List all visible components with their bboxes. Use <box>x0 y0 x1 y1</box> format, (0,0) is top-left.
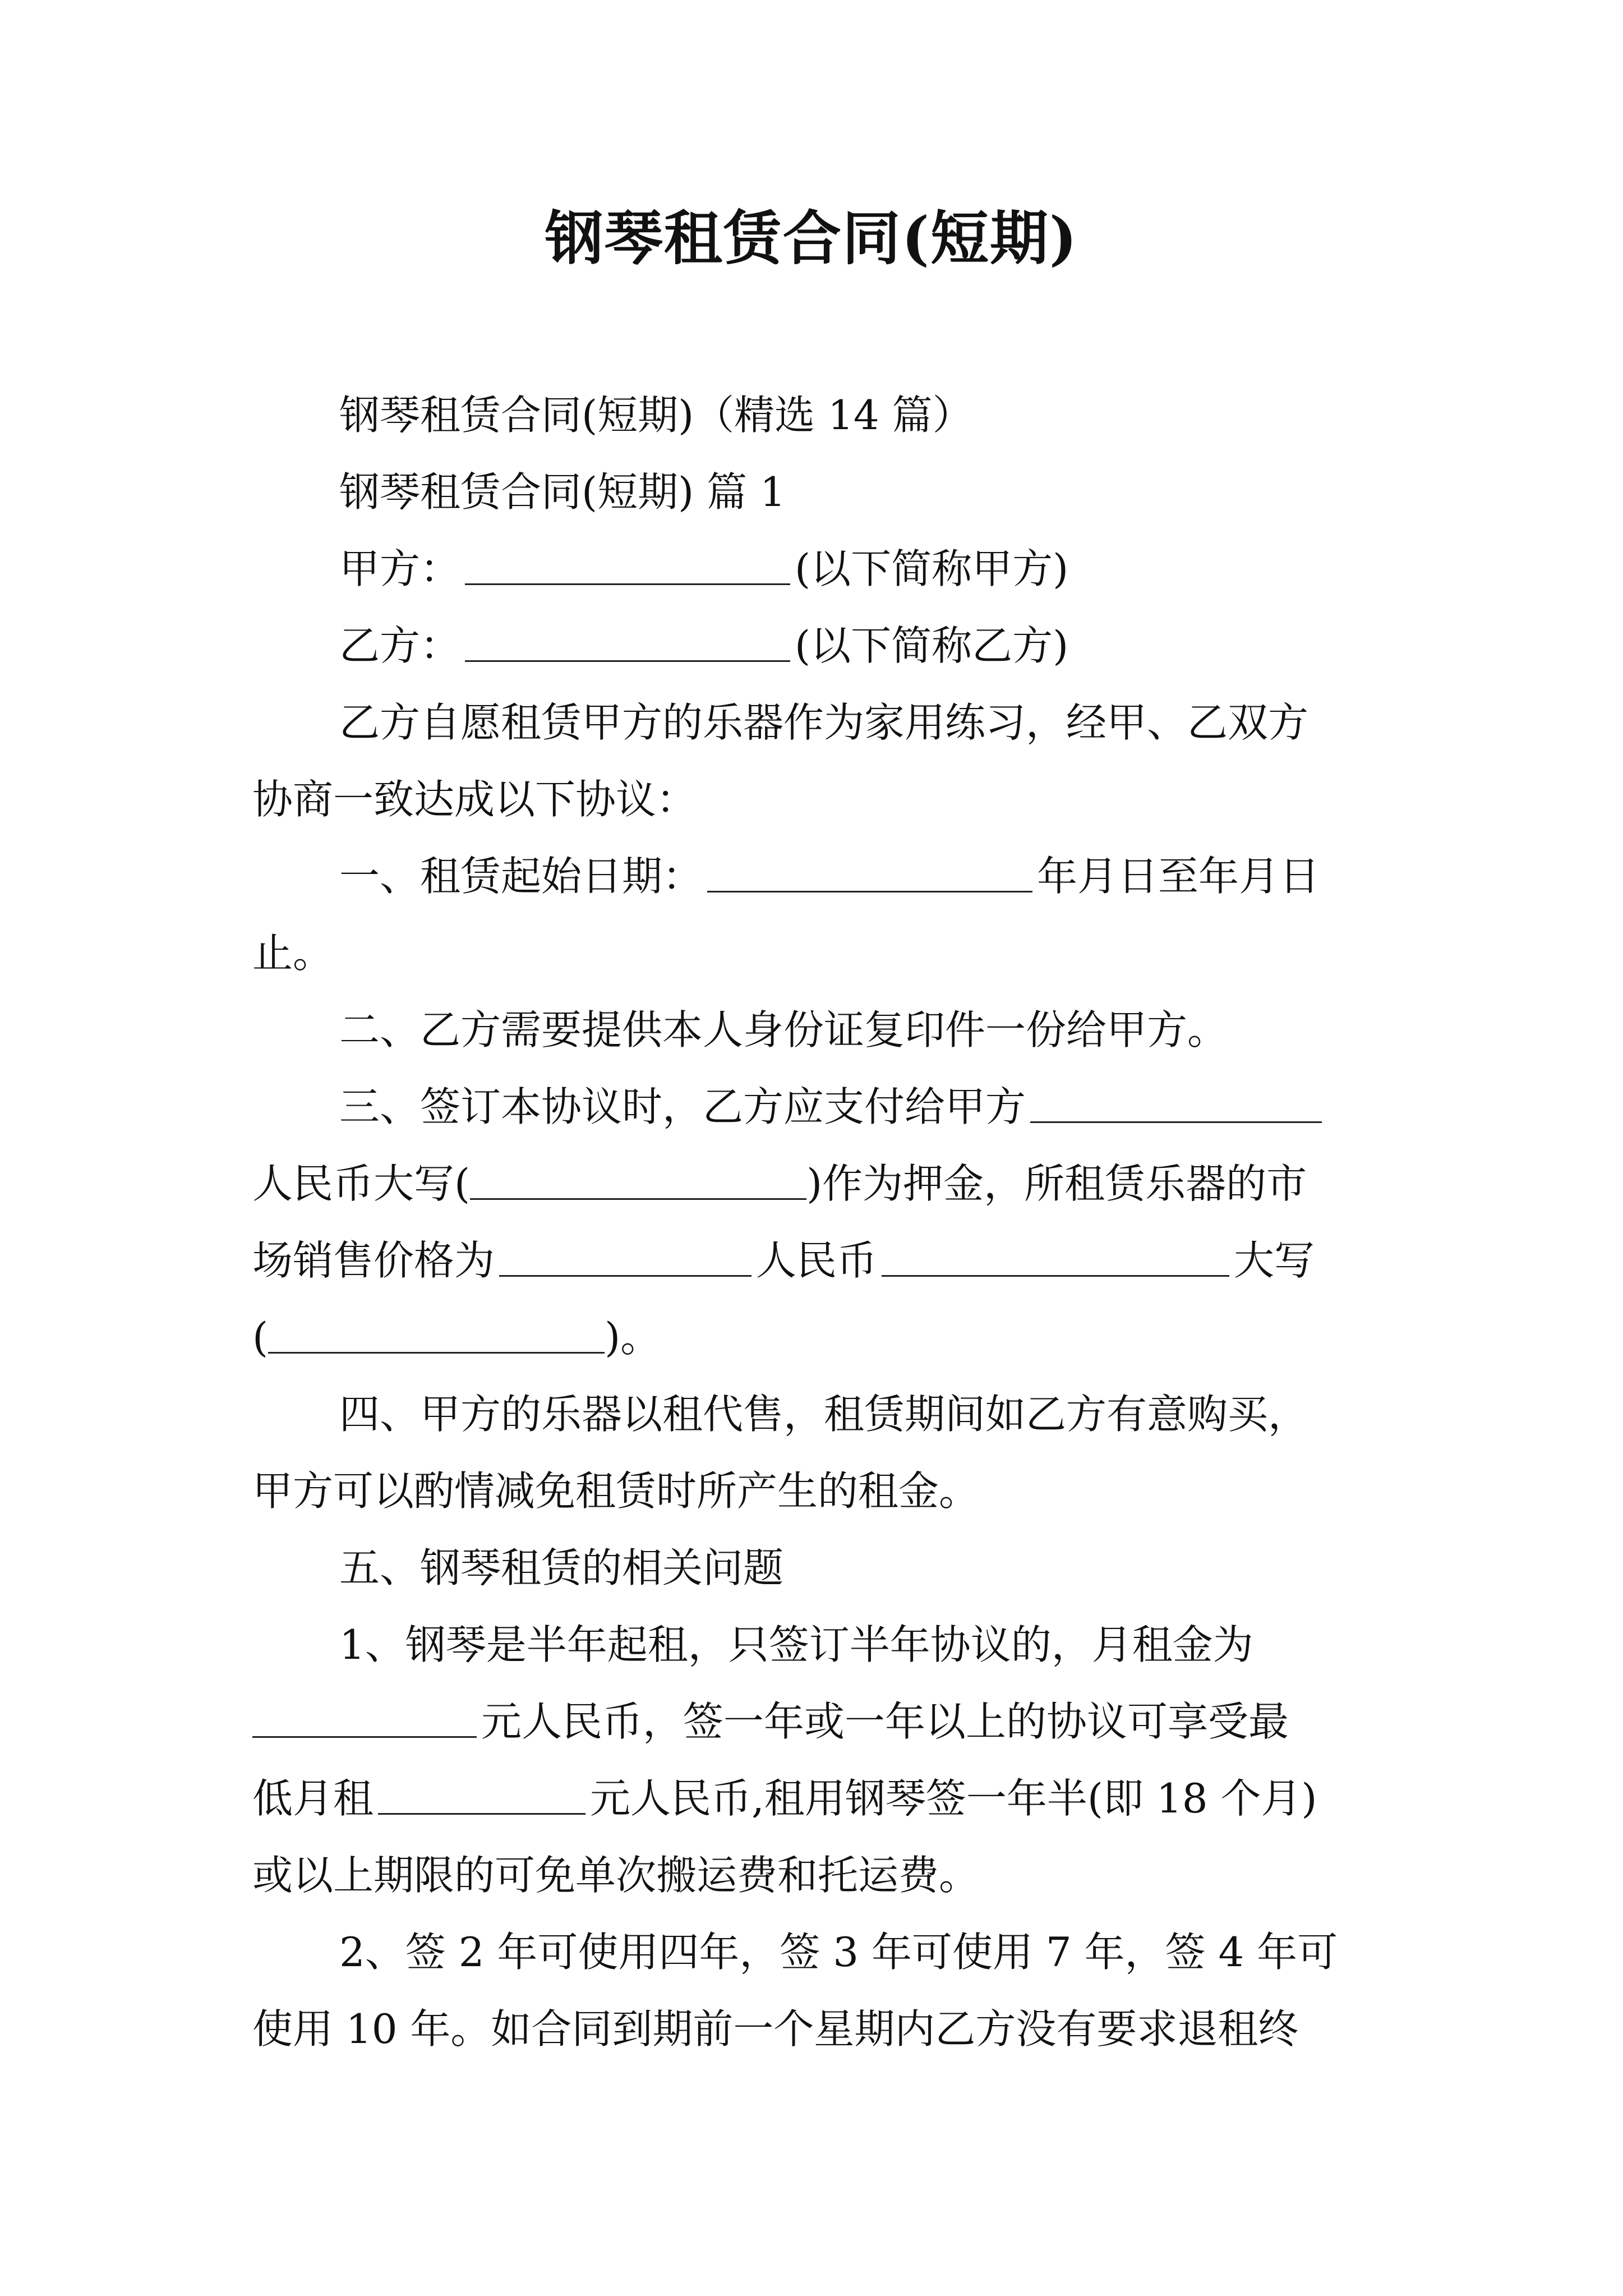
clause-1-end: 止。 <box>252 930 334 977</box>
document-title: 钢琴租赁合同(短期) <box>545 204 1078 273</box>
item-1-text-3b: 元人民币,租用钢琴签一年半(即 18 个月) <box>590 1775 1317 1822</box>
clause-4-text-2: 甲方可以酌情减免租赁时所产生的租金。 <box>252 1467 980 1515</box>
market-price-uppercase-blank <box>268 1315 605 1354</box>
intro-line-2 <box>252 761 1374 838</box>
item-1-line-3 <box>252 1760 1374 1837</box>
party-a-line <box>252 530 1374 608</box>
clause-4-text-1: 四、甲方的乐器以租代售，租赁期间如乙方有意购买， <box>339 1391 1309 1438</box>
clause-3-text-c: 场销售价格为 <box>252 1237 495 1284</box>
item-1-text-2: 元人民币，签一年或一年以上的协议可享受最 <box>481 1698 1289 1745</box>
clause-3-text-b: )作为押金，所租赁乐器的市 <box>806 1160 1307 1207</box>
party-b-suffix: (以下简称乙方) <box>795 622 1069 669</box>
clause-2-text: 二、乙方需要提供本人身份证复印件一份给甲方。 <box>339 1006 1228 1053</box>
item-1-text-4: 或以上期限的可免单次搬运费和托运费。 <box>252 1852 980 1899</box>
party-b-label: 乙方： <box>339 622 461 669</box>
clause-3-text-a: 人民币大写( <box>252 1160 471 1207</box>
item-1-text-1: 1、钢琴是半年起租，只签订半年协议的，月租金为 <box>339 1621 1253 1668</box>
intro-text-1: 乙方自愿租赁甲方的乐器作为家用练习，经甲、乙双方 <box>339 699 1309 746</box>
clause-1-date-blank <box>707 854 1032 892</box>
clause-3-text-g: )。 <box>605 1314 661 1361</box>
clause-5-line <box>252 1529 1374 1607</box>
intro-line-1 <box>252 684 1374 761</box>
item-2-line-2 <box>252 1990 1374 2068</box>
clause-3-line-4 <box>252 1299 1374 1376</box>
party-a-label: 甲方： <box>339 545 461 592</box>
party-a-blank <box>465 546 790 585</box>
party-b-blank <box>465 623 790 662</box>
section-heading-text: 钢琴租赁合同(短期) 篇 1 <box>339 468 786 516</box>
clause-4-line-1 <box>252 1375 1374 1453</box>
monthly-rent-blank <box>252 1699 477 1738</box>
clause-5-text: 五、钢琴租赁的相关问题 <box>339 1544 784 1591</box>
subtitle-text: 钢琴租赁合同(短期)（精选 14 篇） <box>339 392 973 439</box>
market-price-blank <box>499 1238 751 1277</box>
clause-3-prefix: 三、签订本协议时，乙方应支付给甲方 <box>339 1083 1026 1130</box>
market-price-rmb-blank <box>882 1238 1229 1277</box>
clause-2-line <box>252 991 1374 1069</box>
item-1-text-3a: 低月租 <box>252 1775 374 1822</box>
clause-4-line-2 <box>252 1452 1374 1530</box>
clause-3-text-f: ( <box>252 1314 269 1361</box>
lowest-rent-blank <box>378 1776 585 1815</box>
item-1-line-2 <box>252 1683 1374 1760</box>
clause-3-line-3 <box>252 1222 1374 1299</box>
party-b-line <box>252 607 1374 684</box>
item-1-line-1 <box>252 1606 1374 1683</box>
deposit-amount-blank <box>1030 1084 1322 1123</box>
clause-1-line-2 <box>252 914 1374 992</box>
intro-text-2: 协商一致达成以下协议： <box>252 776 697 823</box>
document-subtitle <box>252 376 1374 454</box>
deposit-uppercase-blank <box>470 1161 806 1200</box>
item-2-text-2: 使用 10 年。如合同到期前一个星期内乙方没有要求退租终 <box>252 2005 1299 2053</box>
party-a-suffix: (以下简称甲方) <box>795 545 1069 592</box>
clause-3-line-2 <box>252 1145 1374 1222</box>
item-2-line-1 <box>252 1913 1374 1991</box>
item-1-line-4 <box>252 1837 1374 1914</box>
clause-1-suffix: 年月日至年月日 <box>1037 853 1320 900</box>
clause-3-line-1 <box>252 1068 1374 1145</box>
section-heading <box>252 453 1374 531</box>
clause-3-text-e: 大写 <box>1234 1237 1315 1284</box>
clause-3-text-d: 人民币 <box>756 1237 878 1284</box>
clause-1-line-1 <box>252 838 1374 915</box>
item-2-text-1: 2、签 2 年可使用四年，签 3 年可使用 7 年，签 4 年可 <box>339 1929 1338 1976</box>
clause-1-prefix: 一、租赁起始日期： <box>339 853 703 900</box>
